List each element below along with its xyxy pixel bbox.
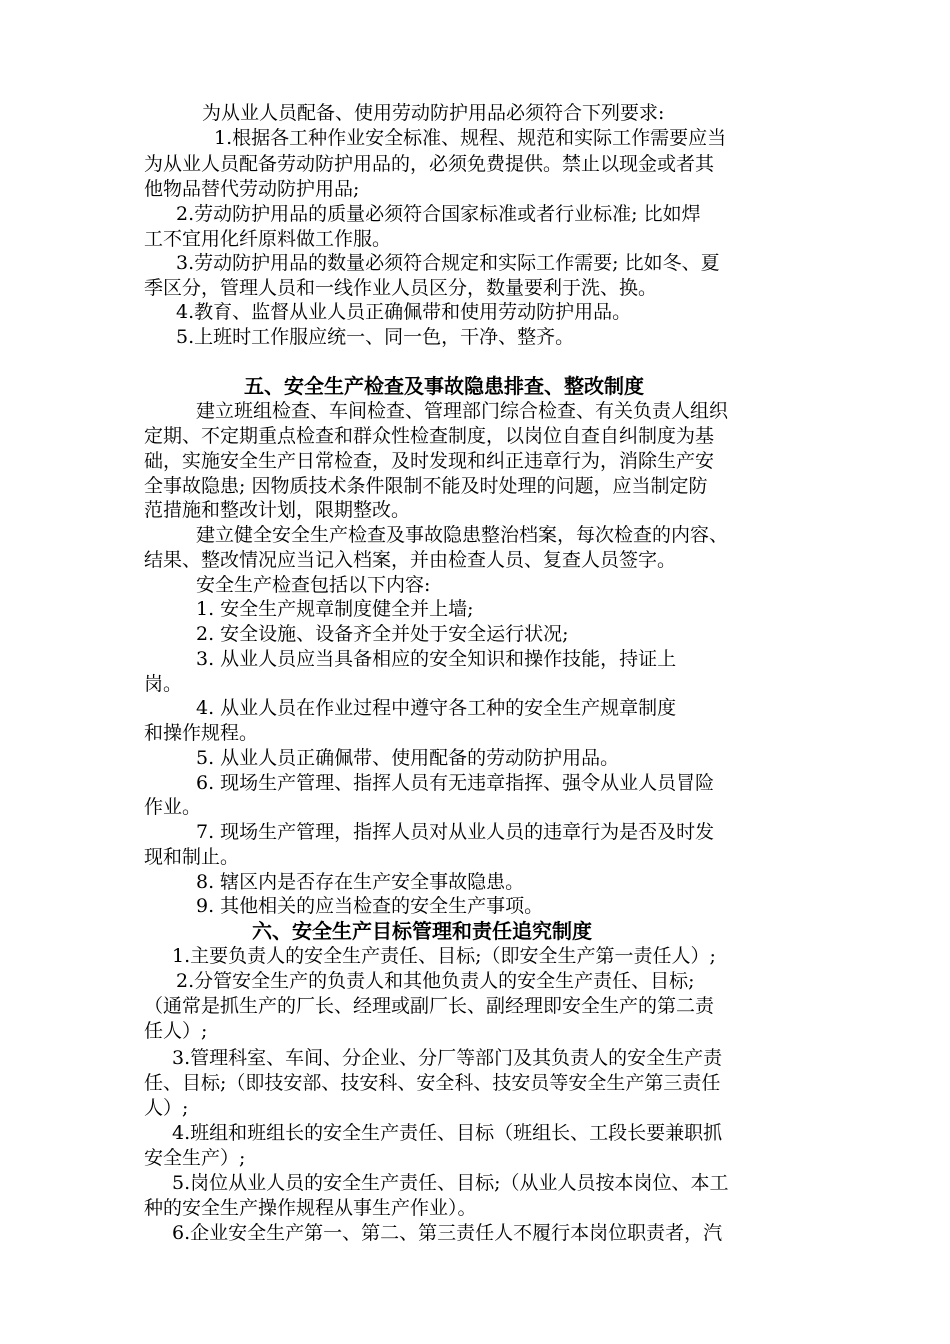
section-heading: 六、安全生产目标管理和责任追究制度 bbox=[252, 919, 592, 943]
list-item: 3. 从业人员应当具备相应的安全知识和操作技能，持证上 bbox=[196, 648, 677, 670]
list-item: 4.班组和班组长的安全生产责任、目标（班组长、工段长要兼职抓 bbox=[172, 1122, 723, 1144]
list-item: 2.分管安全生产的负责人和其他负责人的安全生产责任、目标; bbox=[176, 970, 695, 992]
list-item: 6. 现场生产管理、指挥人员有无违章指挥、强令从业人员冒险 bbox=[196, 772, 715, 794]
paragraph-line: 范措施和整改计划，限期整改。 bbox=[144, 499, 411, 521]
list-item: 安全生产）; bbox=[144, 1147, 246, 1169]
paragraph-line: 4.教育、监督从业人员正确佩带和使用劳动防护用品。 bbox=[176, 301, 632, 323]
list-item: 5. 从业人员正确佩带、使用配备的劳动防护用品。 bbox=[196, 747, 620, 769]
list-item: 1.主要负责人的安全生产责任、目标;（即安全生产第一责任人）; bbox=[172, 945, 716, 967]
list-item: 任人）; bbox=[144, 1020, 208, 1042]
list-item: 作业。 bbox=[144, 796, 202, 818]
list-item: 1. 安全生产规章制度健全并上墙; bbox=[196, 598, 474, 620]
paragraph-line: 建立班组检查、车间检查、管理部门综合检查、有关负责人组织 bbox=[196, 400, 729, 422]
paragraph-line: 季区分，管理人员和一线作业人员区分，数量要利于洗、换。 bbox=[144, 277, 658, 299]
paragraph-line: 1.根据各工种作业安全标准、规程、规范和实际工作需要应当 bbox=[214, 127, 727, 149]
list-item: 5.岗位从业人员的安全生产责任、目标;（从业人员按本岗位、本工 bbox=[172, 1172, 729, 1194]
paragraph-line: 为从业人员配备、使用劳动防护用品必须符合下列要求: bbox=[202, 102, 665, 124]
paragraph-line: 础，实施安全生产日常检查，及时发现和纠正违章行为，消除生产安 bbox=[144, 450, 715, 472]
list-item: 岗。 bbox=[144, 673, 183, 695]
list-item: 3.管理科室、车间、分企业、分厂等部门及其负责人的安全生产责 bbox=[172, 1047, 723, 1069]
list-item: 2. 安全设施、设备齐全并处于安全运行状况; bbox=[196, 623, 569, 645]
paragraph-line: 他物品替代劳动防护用品; bbox=[144, 178, 360, 200]
list-item: 种的安全生产操作规程从事生产作业）。 bbox=[144, 1197, 477, 1219]
section-heading: 五、安全生产检查及事故隐患排查、整改制度 bbox=[244, 374, 644, 398]
list-item: 和操作规程。 bbox=[144, 722, 259, 744]
paragraph-line: 结果、整改情况应当记入档案，并由检查人员、复查人员签字。 bbox=[144, 549, 677, 571]
paragraph-line: 建立健全安全生产检查及事故隐患整治档案，每次检查的内容、 bbox=[196, 524, 729, 546]
paragraph-line: 安全生产检查包括以下内容: bbox=[196, 574, 431, 596]
paragraph-line: 5.上班时工作服应统一、同一色，干净、整齐。 bbox=[176, 326, 575, 348]
paragraph-line: 为从业人员配备劳动防护用品的，必须免费提供。禁止以现金或者其 bbox=[144, 153, 715, 175]
paragraph-line: 定期、不定期重点检查和群众性检查制度，以岗位自查自纠制度为基 bbox=[144, 425, 715, 447]
list-item: 4. 从业人员在作业过程中遵守各工种的安全生产规章制度 bbox=[196, 697, 677, 719]
paragraph-line: 2.劳动防护用品的质量必须符合国家标准或者行业标准; 比如焊 bbox=[176, 203, 701, 225]
list-item: 人）; bbox=[144, 1097, 189, 1119]
list-item: 任、目标;（即技安部、技安科、安全科、技安员等安全生产第三责任 bbox=[144, 1072, 721, 1094]
list-item: 6.企业安全生产第一、第二、第三责任人不履行本岗位职责者，汽 bbox=[172, 1222, 723, 1244]
list-item: 现和制止。 bbox=[144, 846, 240, 868]
list-item: 7. 现场生产管理，指挥人员对从业人员的违章行为是否及时发 bbox=[196, 821, 715, 843]
paragraph-line: 3.劳动防护用品的数量必须符合规定和实际工作需要; 比如冬、夏 bbox=[176, 252, 720, 274]
paragraph-line: 工不宜用化纤原料做工作服。 bbox=[144, 228, 392, 250]
list-item: 8. 辖区内是否存在生产安全事故隐患。 bbox=[196, 871, 525, 893]
paragraph-line: 全事故隐患; 因物质技术条件限制不能及时处理的问题，应当制定防 bbox=[144, 475, 708, 497]
list-item: 9. 其他相关的应当检查的安全生产事项。 bbox=[196, 895, 544, 917]
list-item: （通常是抓生产的厂长、经理或副厂长、副经理即安全生产的第二责 bbox=[144, 995, 715, 1017]
